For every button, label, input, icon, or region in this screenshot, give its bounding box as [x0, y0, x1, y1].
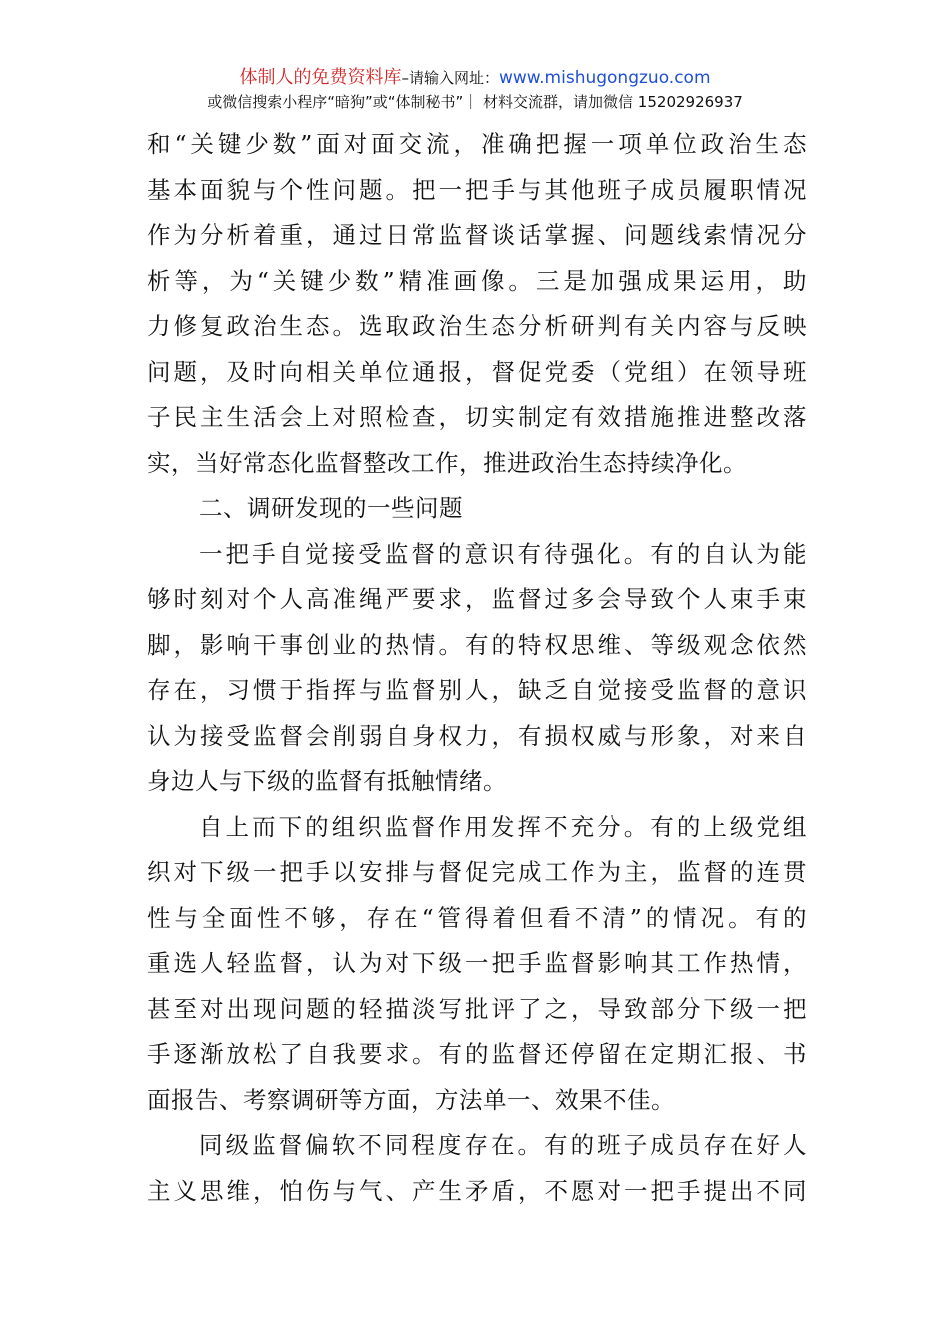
text-line: 自上而下的组织监督作用发挥不充分。有的上级党组: [199, 812, 807, 841]
document-body: [147, 122, 807, 1214]
text-line: 脚，影响干事创业的热情。有的特权思维、等级观念依然: [147, 630, 807, 659]
text-line: 基本面貌与个性问题。把一把手与其他班子成员履职情况: [147, 175, 807, 204]
header-brand: 体制人的免费资料库: [239, 67, 402, 88]
page-header: [0, 66, 950, 113]
text-line: 作为分析着重，通过日常监督谈话掌握、问题线索情况分: [147, 221, 807, 249]
text-line: 够时刻对个人高准绳严要求，监督过多会导致个人束手束: [147, 585, 807, 613]
header-promo-line: [0, 66, 950, 90]
header-url-link[interactable]: www.mishugongzuo.com: [499, 68, 711, 88]
text-line: 存在，习惯于指挥与监督别人，缺乏自觉接受监督的意识: [147, 676, 807, 704]
text-line: 一把手自觉接受监督的意识有待强化。有的自认为能: [199, 539, 807, 568]
text-line: 子民主生活会上对照检查，切实制定有效措施推进整改落: [147, 403, 807, 431]
paragraph-3: [147, 805, 807, 1124]
text-line: 认为接受监督会削弱自身权力，有损权威与形象，对来自: [147, 721, 807, 750]
text-line: 面报告、考察调研等方面，方法单一、效果不佳。: [147, 1085, 675, 1114]
paragraph-4: [147, 1123, 807, 1214]
header-wechat-line: 或微信搜索小程序“暗狗”或“体制秘书”｜ 材料交流群，请加微信 15202926937: [207, 93, 743, 111]
text-line: 手逐渐放松了自我要求。有的监督还停留在定期汇报、书: [147, 1040, 807, 1068]
paragraph-1: [147, 122, 807, 486]
section-heading: 二、调研发现的一些问题: [199, 494, 463, 522]
header-prompt: –请输入网址：: [401, 69, 499, 87]
text-line: 主义思维，怕伤与气、产生矛盾，不愿对一把手提出不同: [147, 1176, 807, 1205]
text-line: 重选人轻监督，认为对下级一把手监督影响其工作热情，: [147, 949, 807, 977]
text-line: 织对下级一把手以安排与督促完成工作为主，监督的连贯: [147, 858, 807, 886]
text-line: 力修复政治生态。选取政治生态分析研判有关内容与反映: [147, 312, 807, 340]
text-line: 甚至对出现问题的轻描淡写批评了之，导致部分下级一把: [147, 994, 807, 1023]
text-line: 身边人与下级的监督有抵触情绪。: [147, 767, 507, 795]
text-line: 和“关键少数”面对面交流，准确把握一项单位政治生态: [147, 130, 807, 158]
text-line: 实，当好常态化监督整改工作，推进政治生态持续净化。: [147, 448, 747, 477]
text-line: 性与全面性不够，存在“管得着但看不清”的情况。有的: [147, 903, 807, 932]
text-line: 同级监督偏软不同程度存在。有的班子成员存在好人: [199, 1131, 807, 1159]
text-line: 问题，及时向相关单位通报，督促党委（党组）在领导班: [147, 357, 807, 386]
paragraph-2: [147, 532, 807, 805]
text-line: 析等，为“关键少数”精准画像。三是加强成果运用，助: [147, 266, 807, 295]
